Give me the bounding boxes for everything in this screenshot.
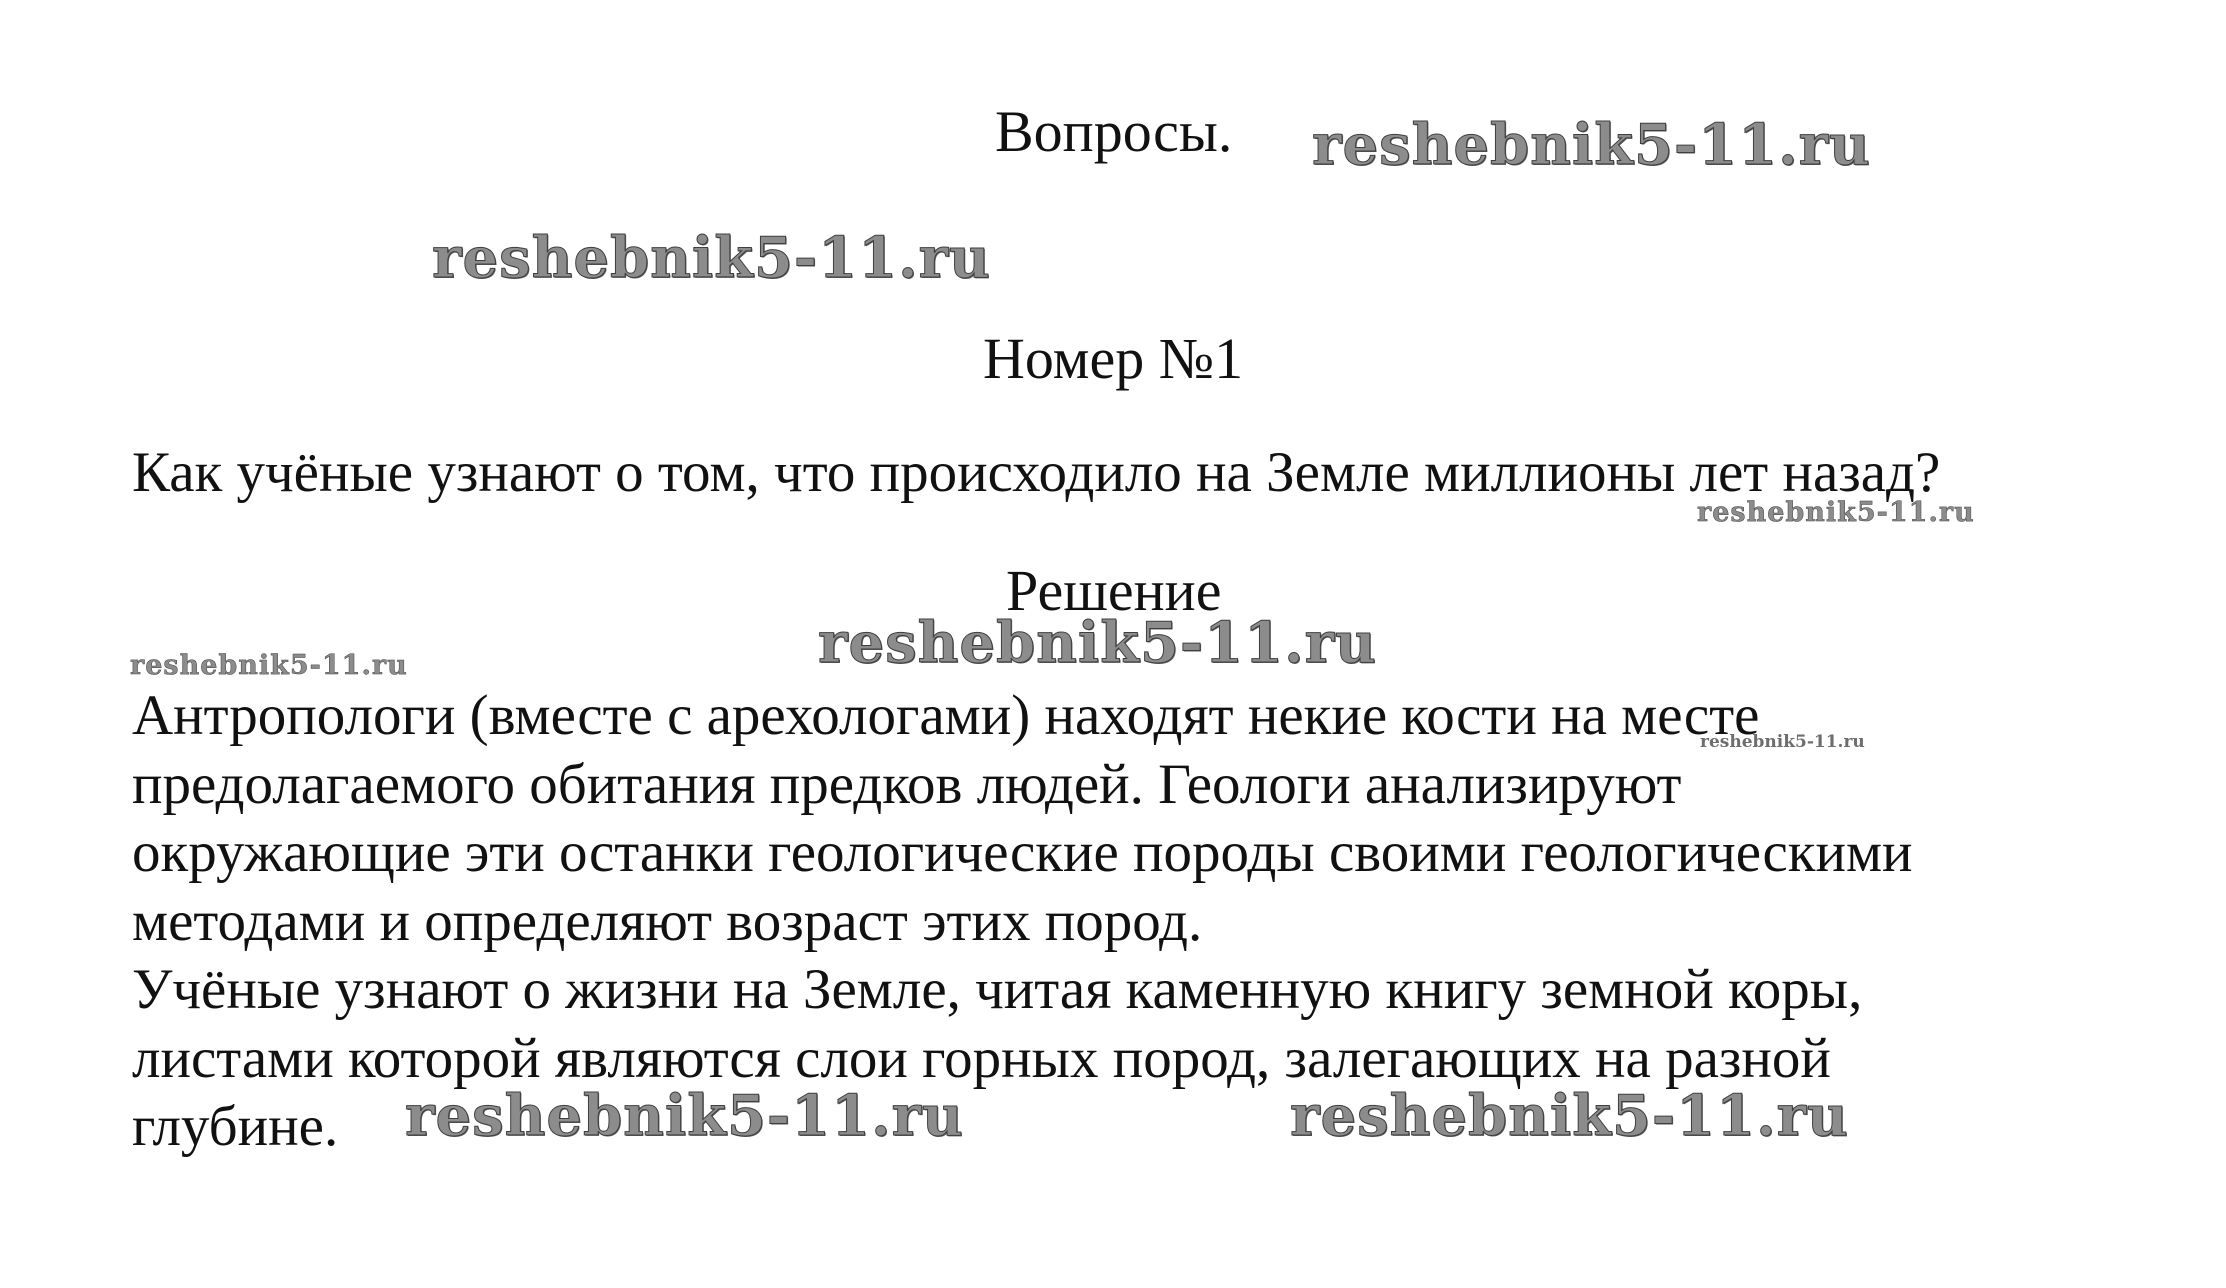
section-title: Вопросы. (995, 99, 1233, 164)
watermark: reshebnik5-11.ru (1697, 497, 1975, 528)
answer-line: Антропологи (вместе с арехологами) находят некие кости на месте (132, 684, 1760, 747)
number-title: Номер №1 (983, 326, 1244, 391)
answer-line: глубине. (132, 1095, 339, 1158)
answer-line: методами и определяют возраст этих пород. (132, 889, 1203, 953)
solution-title: Решение (1006, 558, 1222, 623)
watermark: reshebnik5-11.ru (1290, 1083, 1849, 1149)
watermark: reshebnik5-11.ru (1312, 112, 1871, 178)
watermark: reshebnik5-11.ru (130, 650, 408, 681)
watermark: reshebnik5-11.ru (405, 1083, 964, 1149)
question-text: Как учёные узнают о том, что происходило на Земле миллионы лет назад? (132, 441, 1941, 504)
answer-line: окружающие эти останки геологические породы своими геологическими (132, 821, 1913, 884)
answer-line: предолагаемого обитания предков людей. Геологи анализируют (132, 752, 1682, 816)
watermark: reshebnik5-11.ru (432, 225, 991, 291)
answer-line: Учёные узнают о жизни на Земле, читая каменную книгу земной коры, (132, 958, 1863, 1021)
answer-line: листами которой являются слои горных пород, залегающих на разной (132, 1026, 1831, 1090)
watermark: reshebnik5-11.ru (1700, 732, 1865, 752)
watermark: reshebnik5-11.ru (818, 610, 1377, 676)
